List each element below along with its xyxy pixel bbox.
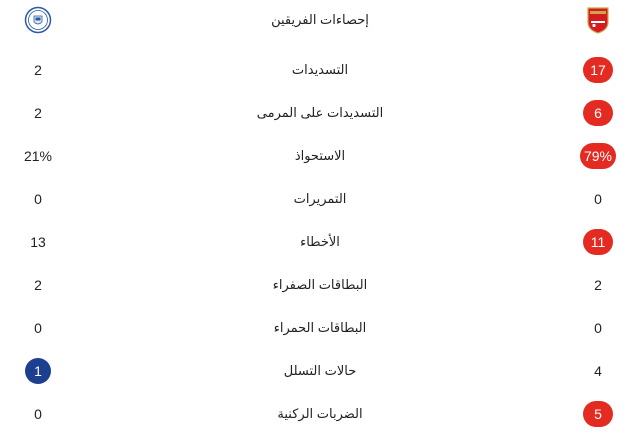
left-team-value: 13 xyxy=(30,234,46,250)
stat-row xyxy=(0,269,640,301)
stat-label: البطاقات الحمراء xyxy=(273,320,367,335)
stat-label-cell xyxy=(160,398,480,430)
left-team-value-cell xyxy=(0,398,76,430)
right-team-value: 11 xyxy=(583,229,613,255)
right-team-value: 79% xyxy=(580,143,616,169)
stats-header xyxy=(0,4,640,36)
right-team-value-cell xyxy=(562,226,634,258)
right-team-value-cell xyxy=(562,398,634,430)
stat-row xyxy=(0,398,640,430)
stat-row xyxy=(0,226,640,258)
left-team-value-cell xyxy=(0,355,76,387)
left-team-value: 0 xyxy=(34,191,42,207)
stat-label-cell xyxy=(160,140,480,172)
right-team-value: 4 xyxy=(594,363,602,379)
right-team-value-cell xyxy=(562,269,634,301)
stat-label-cell xyxy=(160,312,480,344)
stat-label: التسديدات على المرمى xyxy=(256,105,384,120)
left-team-value-cell xyxy=(0,312,76,344)
stat-label: التمريرات xyxy=(293,191,347,206)
right-team-value: 0 xyxy=(594,191,602,207)
left-team-value: 21% xyxy=(23,148,53,164)
stat-label: الاستحواذ xyxy=(294,148,346,163)
right-team-value-cell xyxy=(562,312,634,344)
right-team-crest-cell xyxy=(562,4,634,36)
stat-row xyxy=(0,183,640,215)
left-team-value-cell xyxy=(0,269,76,301)
right-team-value: 0 xyxy=(594,320,602,336)
stat-row xyxy=(0,54,640,86)
left-team-value-cell xyxy=(0,140,76,172)
left-team-crest-cell xyxy=(0,4,76,36)
stat-label: التسديدات xyxy=(291,62,349,77)
left-team-value: 2 xyxy=(34,277,42,293)
page-title: إحصاءات الفريقين xyxy=(271,12,369,27)
stat-label: الأخطاء xyxy=(300,234,340,249)
left-team-value-cell xyxy=(0,226,76,258)
stat-row xyxy=(0,97,640,129)
stat-row xyxy=(0,355,640,387)
stat-label: حالات التسلل xyxy=(283,363,357,378)
stat-label-cell xyxy=(160,269,480,301)
stat-row xyxy=(0,140,640,172)
right-team-value-cell xyxy=(562,54,634,86)
stat-label: الضربات الركنية xyxy=(277,406,363,421)
left-team-value: 2 xyxy=(34,105,42,121)
stat-label-cell xyxy=(160,226,480,258)
stat-label: البطاقات الصفراء xyxy=(272,277,368,292)
left-team-value-cell xyxy=(0,183,76,215)
right-team-value: 6 xyxy=(583,100,613,126)
right-team-value: 5 xyxy=(583,401,613,427)
stat-label-cell xyxy=(160,54,480,86)
left-team-value-cell xyxy=(0,97,76,129)
stat-label-cell xyxy=(160,183,480,215)
right-team-value-cell xyxy=(562,183,634,215)
left-team-value: 0 xyxy=(34,320,42,336)
stat-label-cell xyxy=(160,355,480,387)
left-team-value: 1 xyxy=(25,358,51,384)
stat-row xyxy=(0,312,640,344)
right-team-value-cell xyxy=(562,97,634,129)
right-team-value-cell xyxy=(562,355,634,387)
arsenal-crest-icon[interactable] xyxy=(586,6,610,34)
right-team-value: 17 xyxy=(583,57,613,83)
left-team-value: 2 xyxy=(34,62,42,78)
left-team-value-cell xyxy=(0,54,76,86)
wigan-crest-icon[interactable] xyxy=(24,6,52,34)
left-team-value: 0 xyxy=(34,406,42,422)
stats-title-cell xyxy=(160,4,480,36)
right-team-value: 2 xyxy=(594,277,602,293)
stat-label-cell xyxy=(160,97,480,129)
right-team-value-cell xyxy=(562,140,634,172)
